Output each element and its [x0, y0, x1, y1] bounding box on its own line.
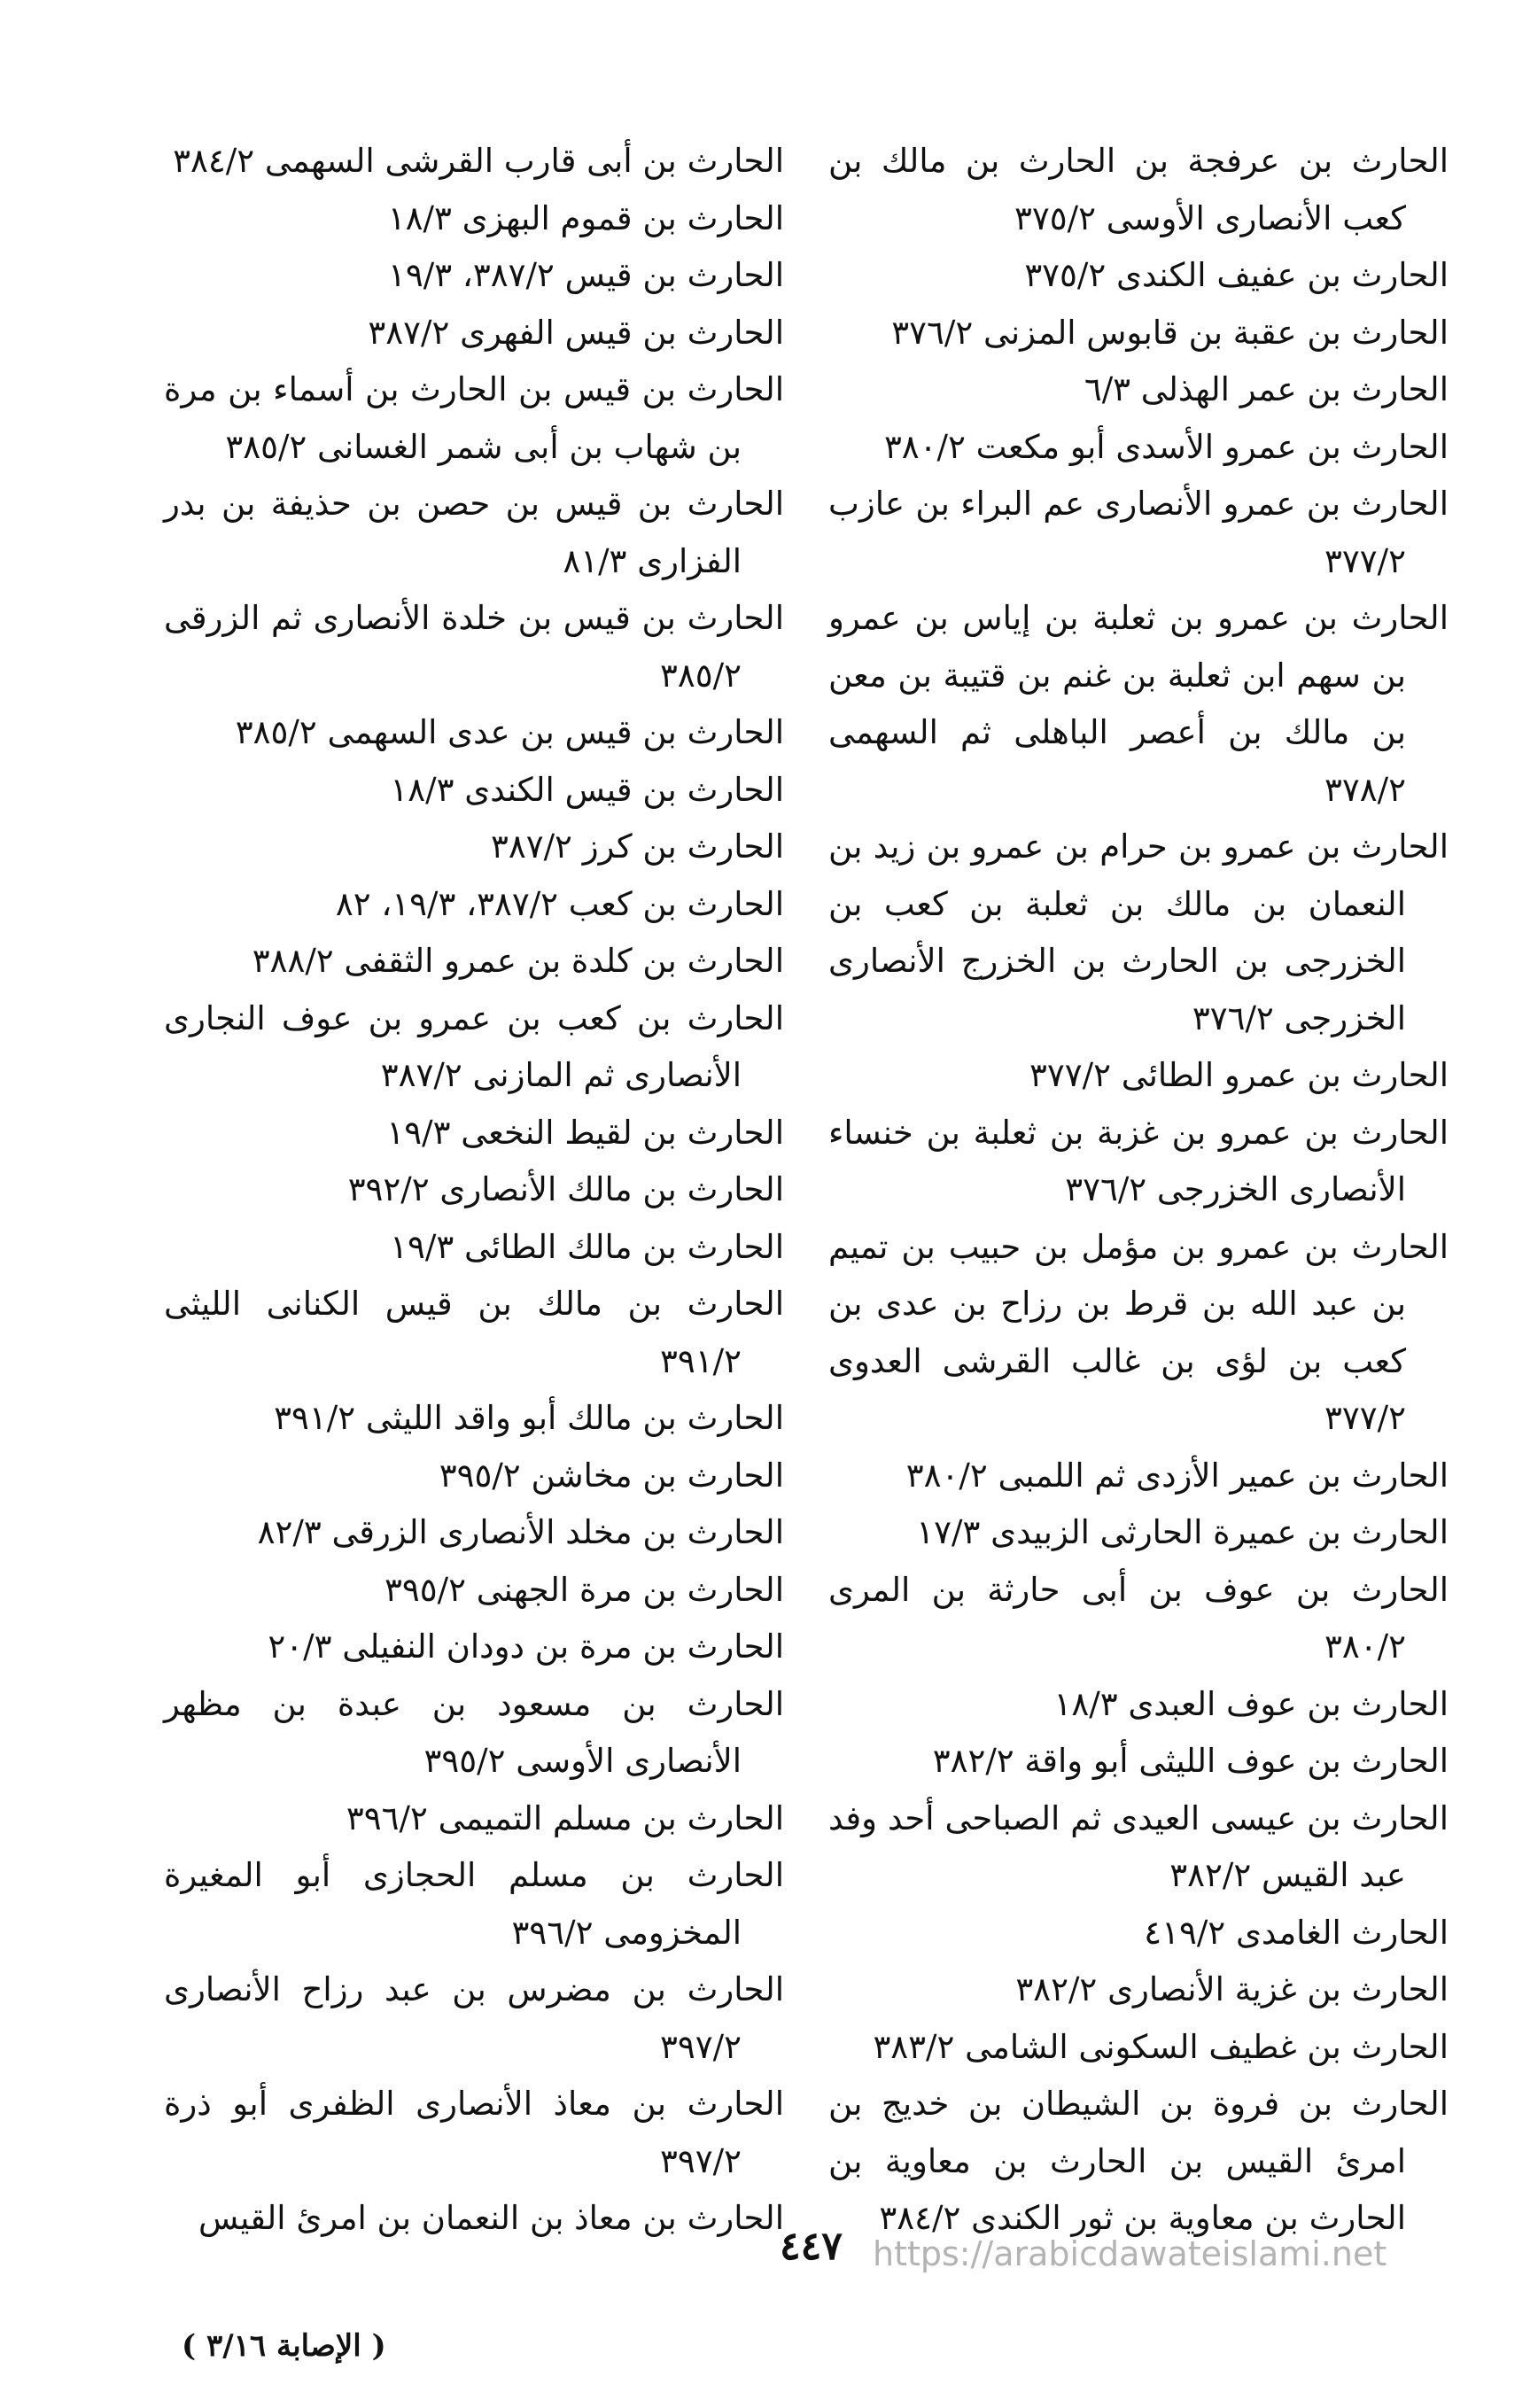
index-entry: الحارث بن مرة الجهنى ٣٩٥/٢ — [384, 1570, 784, 1609]
index-entry: الحارث بن قيس بن عدى السهمى ٣٨٥/٢ — [235, 713, 784, 751]
index-entry: الحارث بن عمرو بن حرام بن عمرو بن زيد بن النعمان بن مالك بن ثعلبة بن كعب بن الخزرجى بن الحارث بن الخزرج الأنصارى الخزرجى ٣٧٦/٢ — [828, 827, 1449, 1037]
index-entry: الحارث بن عميرة الحارثى الزبيدى ١٧/٣ — [916, 1513, 1449, 1551]
index-entry: الحارث بن كرز ٣٨٧/٢ — [490, 827, 784, 866]
index-entry: الحارث بن قموم البهزى ١٨/٣ — [387, 198, 784, 237]
index-entry: الحارث بن قيس بن حصن بن حذيفة بن بدر الفزارى ٨١/٣ — [164, 485, 784, 580]
index-entry: الحارث بن لقيط النخعى ١٩/٣ — [386, 1113, 784, 1152]
index-entry: الحارث بن غطيف السكونى الشامى ٣٨٣/٢ — [873, 2027, 1449, 2066]
index-entry: الحارث بن كعب بن عمرو بن عوف النجارى الأنصارى ثم المازنى ٣٨٧/٢ — [164, 998, 784, 1094]
index-entry: الحارث بن عمرو الأسدى أبو مكعت ٣٨٠/٢ — [883, 427, 1449, 466]
index-entry: الحارث بن عوف الليثى أبو واقة ٣٨٢/٢ — [932, 1742, 1449, 1780]
watermark-url: https://arabicdawateislami.net — [873, 2234, 1387, 2273]
index-column-right — [828, 133, 1449, 2248]
index-entry: الحارث بن مالك الأنصارى ٣٩٢/٢ — [347, 1170, 784, 1208]
index-entry: الحارث بن عرفجة بن الحارث بن مالك بن كعب الأنصارى الأوسى ٣٧٥/٢ — [828, 142, 1449, 237]
index-entry: الحارث بن عمرو بن ثعلبة بن إياس بن عمرو بن سهم ابن ثعلبة بن غنم بن قتيبة بن معن بن مالك بن أعصر الباهلى ثم السهمى ٣٧٨/٢ — [828, 599, 1449, 809]
page-number: ٤٤٧ — [780, 2224, 843, 2269]
index-entry: الحارث بن قيس بن الحارث بن أسماء بن مرة بن شهاب بن أبى شمر الغسانى ٣٨٥/٢ — [164, 370, 784, 466]
index-entry: الحارث بن عوف بن أبى حارثة بن المرى ٣٨٠/٢ — [828, 1570, 1449, 1666]
index-entry: الحارث بن عمير الأزدى ثم اللمبى ٣٨٠/٢ — [905, 1456, 1449, 1495]
index-entry: الحارث بن قيس بن خلدة الأنصارى ثم الزرقى ٣٨٥/٢ — [164, 599, 784, 695]
index-entry: الحارث بن عمر الهذلى ٦/٣ — [1084, 370, 1449, 408]
index-entry: الحارث بن قيس الفهرى ٣٨٧/٢ — [368, 313, 784, 352]
index-entry: الحارث بن عقبة بن قابوس المزنى ٣٧٦/٢ — [891, 313, 1449, 352]
index-entry: الحارث بن غزية الأنصارى ٣٨٢/٢ — [1015, 1970, 1449, 2008]
index-entry: الحارث بن عمرو بن مؤمل بن حبيب بن تميم بن عبد الله بن قرط بن رزاح بن عدى بن كعب بن لؤى بن غالب القرشى العدوى ٣٧٧/٢ — [828, 1227, 1449, 1437]
index-entry: الحارث بن مالك الطائى ١٩/٣ — [390, 1227, 784, 1266]
index-entry: الحارث بن معاذ بن النعمان بن امرئ القيس — [198, 2199, 784, 2237]
index-entry: الحارث بن مالك بن قيس الكنانى الليثى ٣٩١/٢ — [164, 1285, 784, 1380]
index-entry: الحارث بن مسلم الحجازى أبو المغيرة المخزومى ٣٩٦/٢ — [164, 1856, 784, 1952]
index-entry: الحارث بن معاذ الأنصارى الظفرى أبو ذرة ٣٩٧/٢ — [164, 2085, 784, 2180]
index-entry: الحارث بن عوف العبدى ١٨/٣ — [1053, 1684, 1449, 1723]
source-note: ( الإصابة ٣/١٦ ) — [182, 2328, 386, 2364]
index-entry: الحارث بن فروة بن الشيطان بن خديج بن امرئ القيس بن الحارث بن معاوية بن الحارث بن معاوية بن ثور الكندى ٣٨٤/٢ — [828, 2085, 1449, 2237]
index-entry: الحارث بن كعب ٣٨٧/٢، ١٩/٣، ٨٢ — [335, 884, 784, 923]
index-entry: الحارث بن عيسى العيدى ثم الصباحى أحد وفد عبد القيس ٣٨٢/٢ — [828, 1798, 1449, 1894]
index-entry: الحارث بن مخلد الأنصارى الزرقى ٨٢/٣ — [257, 1513, 784, 1551]
index-entry: الحارث بن أبى قارب القرشى السهمى ٣٨٤/٢ — [173, 142, 784, 180]
index-entry: الحارث بن عمرو بن غزبة بن ثعلبة بن خنساء الأنصارى الخزرجى ٣٧٦/٢ — [828, 1113, 1449, 1208]
index-entry: الحارث بن عمرو الطائى ٣٧٧/٢ — [1029, 1056, 1449, 1094]
index-entry: الحارث بن مضرس بن عبد رزاح الأنصارى ٣٩٧/٢ — [164, 1970, 784, 2066]
index-entry: الحارث بن مسعود بن عبدة بن مظهر الأنصارى الأوسى ٣٩٥/٢ — [164, 1684, 784, 1780]
index-entry: الحارث بن عمرو الأنصارى عم البراء بن عازب ٣٧٧/٢ — [828, 485, 1449, 580]
index-entry: الحارث الغامدى ٤١٩/٢ — [1144, 1913, 1449, 1952]
index-entry: الحارث بن مخاشن ٣٩٥/٢ — [439, 1456, 784, 1495]
index-entry: الحارث بن مرة بن دودان النفيلى ٢٠/٣ — [268, 1627, 784, 1666]
index-entry: الحارث بن كلدة بن عمرو الثقفى ٣٨٨/٢ — [252, 942, 784, 980]
index-entry: الحارث بن مسلم التميمى ٣٩٦/٢ — [346, 1798, 784, 1837]
index-column-left — [164, 133, 784, 2248]
index-entry: الحارث بن مالك أبو واقد الليثى ٣٩١/٢ — [274, 1399, 784, 1437]
index-entry: الحارث بن قيس ٣٨٧/٢، ١٩/٣ — [388, 256, 784, 294]
index-entry: الحارث بن عفيف الكندى ٣٧٥/٢ — [1024, 256, 1449, 294]
index-entry: الحارث بن قيس الكندى ١٨/٣ — [390, 770, 784, 809]
